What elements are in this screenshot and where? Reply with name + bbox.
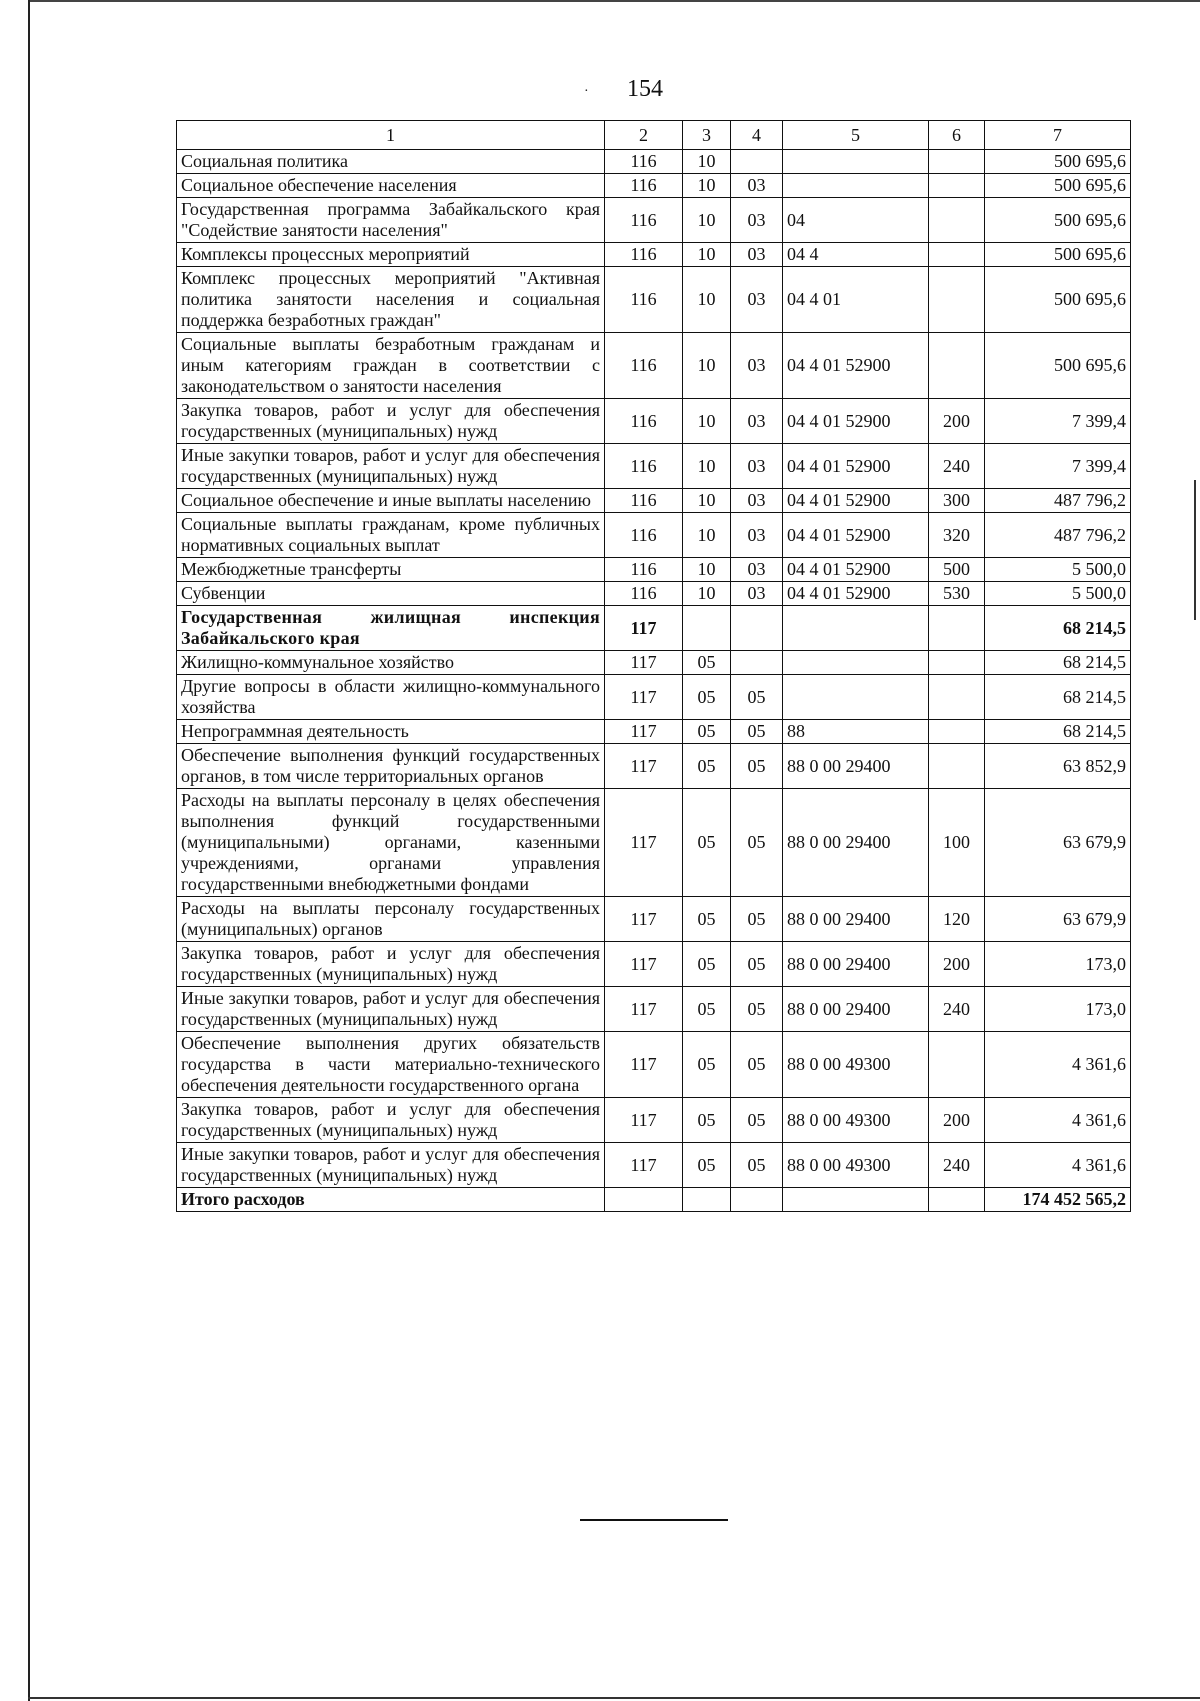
- row-value-cell-3: 05: [683, 720, 731, 744]
- row-value-cell-3: 05: [683, 744, 731, 789]
- row-value-cell-5: 88 0 00 49300: [783, 1032, 929, 1098]
- row-value-cell-6: [929, 150, 985, 174]
- row-value-cell-3: 10: [683, 399, 731, 444]
- row-value-cell-6: [929, 333, 985, 399]
- row-value-cell-4: 03: [731, 243, 783, 267]
- row-value-cell-4: 05: [731, 720, 783, 744]
- row-value-cell-5: 04 4 01 52900: [783, 444, 929, 489]
- row-value-cell-4: 05: [731, 897, 783, 942]
- row-value-cell-4: [731, 606, 783, 651]
- row-value-cell-7: 500 695,6: [985, 174, 1131, 198]
- row-value-cell-3: 10: [683, 444, 731, 489]
- row-value-cell-3: 10: [683, 558, 731, 582]
- row-value-cell-5: [783, 606, 929, 651]
- row-value-cell-5: [783, 651, 929, 675]
- row-value-cell-6: 320: [929, 513, 985, 558]
- row-value-cell-7: 68 214,5: [985, 606, 1131, 651]
- row-value-cell-2: 116: [605, 267, 683, 333]
- row-name-cell: Социальное обеспечение и иные выплаты населению: [177, 489, 605, 513]
- row-value-cell-4: 03: [731, 489, 783, 513]
- table-row: [177, 150, 1131, 174]
- row-value-cell-7: 7 399,4: [985, 444, 1131, 489]
- header-cell-3: 3: [683, 121, 731, 150]
- row-value-cell-5: 04 4 01: [783, 267, 929, 333]
- row-value-cell-2: 117: [605, 789, 683, 897]
- table-row: [177, 513, 1131, 558]
- row-value-cell-7: 68 214,5: [985, 720, 1131, 744]
- table-row: [177, 267, 1131, 333]
- total-empty-cell: [605, 1188, 683, 1212]
- row-value-cell-5: [783, 675, 929, 720]
- row-value-cell-7: 500 695,6: [985, 333, 1131, 399]
- header-cell-5: 5: [783, 121, 929, 150]
- row-value-cell-4: 03: [731, 174, 783, 198]
- row-value-cell-6: [929, 174, 985, 198]
- row-value-cell-5: 88 0 00 49300: [783, 1143, 929, 1188]
- header-cell-7: 7: [985, 121, 1131, 150]
- row-value-cell-6: 200: [929, 1098, 985, 1143]
- total-empty-cell: [783, 1188, 929, 1212]
- row-value-cell-7: 173,0: [985, 987, 1131, 1032]
- table-row: [177, 942, 1131, 987]
- row-name-cell: Закупка товаров, работ и услуг для обеспечения государственных (муниципальных) нужд: [177, 942, 605, 987]
- row-name-cell: Социальные выплаты безработным гражданам и иным категориям граждан в соответствии с законодательством о занятости населения: [177, 333, 605, 399]
- row-value-cell-2: 116: [605, 243, 683, 267]
- row-value-cell-6: [929, 267, 985, 333]
- row-value-cell-4: 03: [731, 513, 783, 558]
- row-value-cell-3: 05: [683, 1143, 731, 1188]
- row-value-cell-6: [929, 675, 985, 720]
- row-value-cell-7: 487 796,2: [985, 489, 1131, 513]
- table-header-row: [177, 121, 1131, 150]
- row-value-cell-6: [929, 243, 985, 267]
- row-value-cell-7: 4 361,6: [985, 1143, 1131, 1188]
- row-value-cell-2: 116: [605, 399, 683, 444]
- header-cell-1: 1: [177, 121, 605, 150]
- row-value-cell-3: 10: [683, 513, 731, 558]
- row-value-cell-5: 04 4: [783, 243, 929, 267]
- row-name-cell: Субвенции: [177, 582, 605, 606]
- header-cell-4: 4: [731, 121, 783, 150]
- table-row: [177, 1098, 1131, 1143]
- row-name-cell: Расходы на выплаты персоналу государственных (муниципальных) органов: [177, 897, 605, 942]
- row-value-cell-6: [929, 651, 985, 675]
- row-value-cell-3: 05: [683, 651, 731, 675]
- row-value-cell-2: 117: [605, 651, 683, 675]
- row-value-cell-4: 03: [731, 558, 783, 582]
- row-value-cell-6: 240: [929, 444, 985, 489]
- row-value-cell-2: 116: [605, 333, 683, 399]
- row-value-cell-6: 200: [929, 942, 985, 987]
- header-cell-2: 2: [605, 121, 683, 150]
- scan-mark: [1194, 480, 1196, 620]
- budget-table: [176, 120, 1131, 1212]
- row-value-cell-2: 117: [605, 1032, 683, 1098]
- table-row: [177, 198, 1131, 243]
- row-name-cell: Межбюджетные трансферты: [177, 558, 605, 582]
- row-name-cell: Комплекс процессных мероприятий "Активная политика занятости населения и социальная поддержка безработных граждан": [177, 267, 605, 333]
- row-name-cell: Обеспечение выполнения других обязательств государства в части материально-технического обеспечения деятельности государственного органа: [177, 1032, 605, 1098]
- row-name-cell: Расходы на выплаты персоналу в целях обеспечения выполнения функций государственными (муниципальными) органами, казенными учреждениями, органами управления государственными внебюджетными фондами: [177, 789, 605, 897]
- table-row: [177, 987, 1131, 1032]
- row-value-cell-3: 10: [683, 582, 731, 606]
- row-value-cell-4: 03: [731, 333, 783, 399]
- row-value-cell-6: 240: [929, 1143, 985, 1188]
- row-value-cell-6: [929, 744, 985, 789]
- row-value-cell-2: 116: [605, 513, 683, 558]
- row-value-cell-4: 05: [731, 1098, 783, 1143]
- row-name-cell: Иные закупки товаров, работ и услуг для обеспечения государственных (муниципальных) нужд: [177, 987, 605, 1032]
- row-value-cell-5: 04 4 01 52900: [783, 333, 929, 399]
- total-empty-cell: [683, 1188, 731, 1212]
- row-value-cell-5: 88 0 00 29400: [783, 789, 929, 897]
- table-row: [177, 333, 1131, 399]
- table-row: [177, 651, 1131, 675]
- row-value-cell-7: 487 796,2: [985, 513, 1131, 558]
- row-value-cell-7: 7 399,4: [985, 399, 1131, 444]
- row-value-cell-6: [929, 198, 985, 243]
- row-value-cell-2: 117: [605, 675, 683, 720]
- row-value-cell-4: 05: [731, 744, 783, 789]
- row-value-cell-4: 03: [731, 399, 783, 444]
- table-row: [177, 789, 1131, 897]
- row-value-cell-3: 10: [683, 150, 731, 174]
- row-value-cell-7: 63 679,9: [985, 897, 1131, 942]
- page-border-bottom: [28, 1697, 1200, 1699]
- row-value-cell-7: 63 679,9: [985, 789, 1131, 897]
- row-value-cell-5: 04 4 01 52900: [783, 399, 929, 444]
- row-name-cell: Жилищно-коммунальное хозяйство: [177, 651, 605, 675]
- row-value-cell-2: 117: [605, 897, 683, 942]
- header-cell-6: 6: [929, 121, 985, 150]
- row-name-cell: Социальная политика: [177, 150, 605, 174]
- row-value-cell-5: 88 0 00 29400: [783, 942, 929, 987]
- row-value-cell-2: 117: [605, 1143, 683, 1188]
- row-value-cell-7: 5 500,0: [985, 558, 1131, 582]
- row-name-cell: Социальные выплаты гражданам, кроме публичных нормативных социальных выплат: [177, 513, 605, 558]
- page-border-top: [28, 0, 1200, 2]
- row-value-cell-2: 117: [605, 720, 683, 744]
- row-value-cell-2: 117: [605, 606, 683, 651]
- row-value-cell-3: 05: [683, 942, 731, 987]
- row-value-cell-2: 117: [605, 744, 683, 789]
- total-value: 174 452 565,2: [985, 1188, 1131, 1212]
- row-value-cell-5: [783, 174, 929, 198]
- row-value-cell-5: 88 0 00 29400: [783, 987, 929, 1032]
- row-name-cell: Закупка товаров, работ и услуг для обеспечения государственных (муниципальных) нужд: [177, 1098, 605, 1143]
- row-name-cell: Социальное обеспечение населения: [177, 174, 605, 198]
- row-value-cell-3: 10: [683, 198, 731, 243]
- row-value-cell-6: 530: [929, 582, 985, 606]
- row-value-cell-7: 68 214,5: [985, 651, 1131, 675]
- row-value-cell-6: 300: [929, 489, 985, 513]
- row-name-cell: Обеспечение выполнения функций государственных органов, в том числе территориальных органов: [177, 744, 605, 789]
- row-value-cell-5: 88: [783, 720, 929, 744]
- table-row: [177, 897, 1131, 942]
- row-value-cell-5: 88 0 00 29400: [783, 744, 929, 789]
- table-row: [177, 243, 1131, 267]
- row-value-cell-4: 03: [731, 198, 783, 243]
- row-value-cell-3: 05: [683, 987, 731, 1032]
- table-row: [177, 558, 1131, 582]
- row-value-cell-7: 68 214,5: [985, 675, 1131, 720]
- table-row: [177, 720, 1131, 744]
- row-value-cell-5: 88 0 00 49300: [783, 1098, 929, 1143]
- row-value-cell-5: 04 4 01 52900: [783, 558, 929, 582]
- row-value-cell-6: [929, 606, 985, 651]
- row-value-cell-3: 05: [683, 675, 731, 720]
- table-body: [177, 121, 1131, 1212]
- footer-separator-line: [580, 1519, 728, 1521]
- row-value-cell-5: 04: [783, 198, 929, 243]
- row-value-cell-4: [731, 651, 783, 675]
- row-value-cell-6: [929, 1032, 985, 1098]
- row-value-cell-6: 500: [929, 558, 985, 582]
- scan-dot: ·: [584, 84, 589, 99]
- table-row: [177, 174, 1131, 198]
- row-value-cell-2: 117: [605, 942, 683, 987]
- row-value-cell-6: 240: [929, 987, 985, 1032]
- row-value-cell-2: 116: [605, 198, 683, 243]
- row-value-cell-3: 05: [683, 1032, 731, 1098]
- row-value-cell-6: 200: [929, 399, 985, 444]
- row-value-cell-3: 10: [683, 267, 731, 333]
- row-value-cell-2: 116: [605, 558, 683, 582]
- row-value-cell-3: 05: [683, 897, 731, 942]
- row-name-cell: Закупка товаров, работ и услуг для обеспечения государственных (муниципальных) нужд: [177, 399, 605, 444]
- row-value-cell-4: 05: [731, 1143, 783, 1188]
- row-value-cell-5: 04 4 01 52900: [783, 489, 929, 513]
- row-value-cell-6: [929, 720, 985, 744]
- page-number: 154: [627, 76, 663, 102]
- row-value-cell-4: 05: [731, 789, 783, 897]
- row-name-cell: Другие вопросы в области жилищно-коммунального хозяйства: [177, 675, 605, 720]
- row-value-cell-7: 4 361,6: [985, 1032, 1131, 1098]
- row-value-cell-4: 05: [731, 942, 783, 987]
- table-row: [177, 1032, 1131, 1098]
- row-value-cell-7: 500 695,6: [985, 243, 1131, 267]
- row-value-cell-3: 05: [683, 789, 731, 897]
- row-value-cell-5: 88 0 00 29400: [783, 897, 929, 942]
- table-row: [177, 744, 1131, 789]
- row-value-cell-2: 116: [605, 444, 683, 489]
- row-value-cell-3: 10: [683, 489, 731, 513]
- row-value-cell-4: 03: [731, 444, 783, 489]
- row-value-cell-4: 03: [731, 582, 783, 606]
- row-value-cell-2: 116: [605, 582, 683, 606]
- row-name-cell: Государственная программа Забайкальского края "Содействие занятости населения": [177, 198, 605, 243]
- row-value-cell-3: [683, 606, 731, 651]
- row-value-cell-7: 500 695,6: [985, 150, 1131, 174]
- row-value-cell-7: 63 852,9: [985, 744, 1131, 789]
- row-value-cell-3: 05: [683, 1098, 731, 1143]
- row-value-cell-4: [731, 150, 783, 174]
- row-value-cell-3: 10: [683, 243, 731, 267]
- row-value-cell-2: 116: [605, 150, 683, 174]
- table-row: [177, 1143, 1131, 1188]
- total-empty-cell: [731, 1188, 783, 1212]
- row-value-cell-4: 05: [731, 1032, 783, 1098]
- row-value-cell-5: [783, 150, 929, 174]
- row-value-cell-2: 117: [605, 987, 683, 1032]
- row-value-cell-2: 116: [605, 174, 683, 198]
- row-name-cell: Комплексы процессных мероприятий: [177, 243, 605, 267]
- row-value-cell-7: 4 361,6: [985, 1098, 1131, 1143]
- row-value-cell-7: 500 695,6: [985, 267, 1131, 333]
- row-value-cell-7: 5 500,0: [985, 582, 1131, 606]
- row-value-cell-6: 120: [929, 897, 985, 942]
- total-empty-cell: [929, 1188, 985, 1212]
- table-row: [177, 399, 1131, 444]
- row-value-cell-4: 03: [731, 267, 783, 333]
- row-value-cell-3: 10: [683, 333, 731, 399]
- row-value-cell-6: 100: [929, 789, 985, 897]
- row-value-cell-3: 10: [683, 174, 731, 198]
- row-name-cell: Непрограммная деятельность: [177, 720, 605, 744]
- table-row: [177, 489, 1131, 513]
- row-value-cell-4: 05: [731, 675, 783, 720]
- row-name-cell: Иные закупки товаров, работ и услуг для обеспечения государственных (муниципальных) нужд: [177, 1143, 605, 1188]
- total-label: Итого расходов: [177, 1188, 605, 1212]
- page-border-left: [28, 0, 30, 1701]
- total-row: [177, 1188, 1131, 1212]
- row-value-cell-5: 04 4 01 52900: [783, 513, 929, 558]
- table-row: [177, 444, 1131, 489]
- row-value-cell-4: 05: [731, 987, 783, 1032]
- row-value-cell-2: 116: [605, 489, 683, 513]
- row-value-cell-2: 117: [605, 1098, 683, 1143]
- row-value-cell-7: 173,0: [985, 942, 1131, 987]
- table-row: [177, 606, 1131, 651]
- row-name-cell: Государственная жилищная инспекция Забайкальского края: [177, 606, 605, 651]
- table-row: [177, 582, 1131, 606]
- row-value-cell-7: 500 695,6: [985, 198, 1131, 243]
- table-row: [177, 675, 1131, 720]
- row-value-cell-5: 04 4 01 52900: [783, 582, 929, 606]
- row-name-cell: Иные закупки товаров, работ и услуг для обеспечения государственных (муниципальных) нужд: [177, 444, 605, 489]
